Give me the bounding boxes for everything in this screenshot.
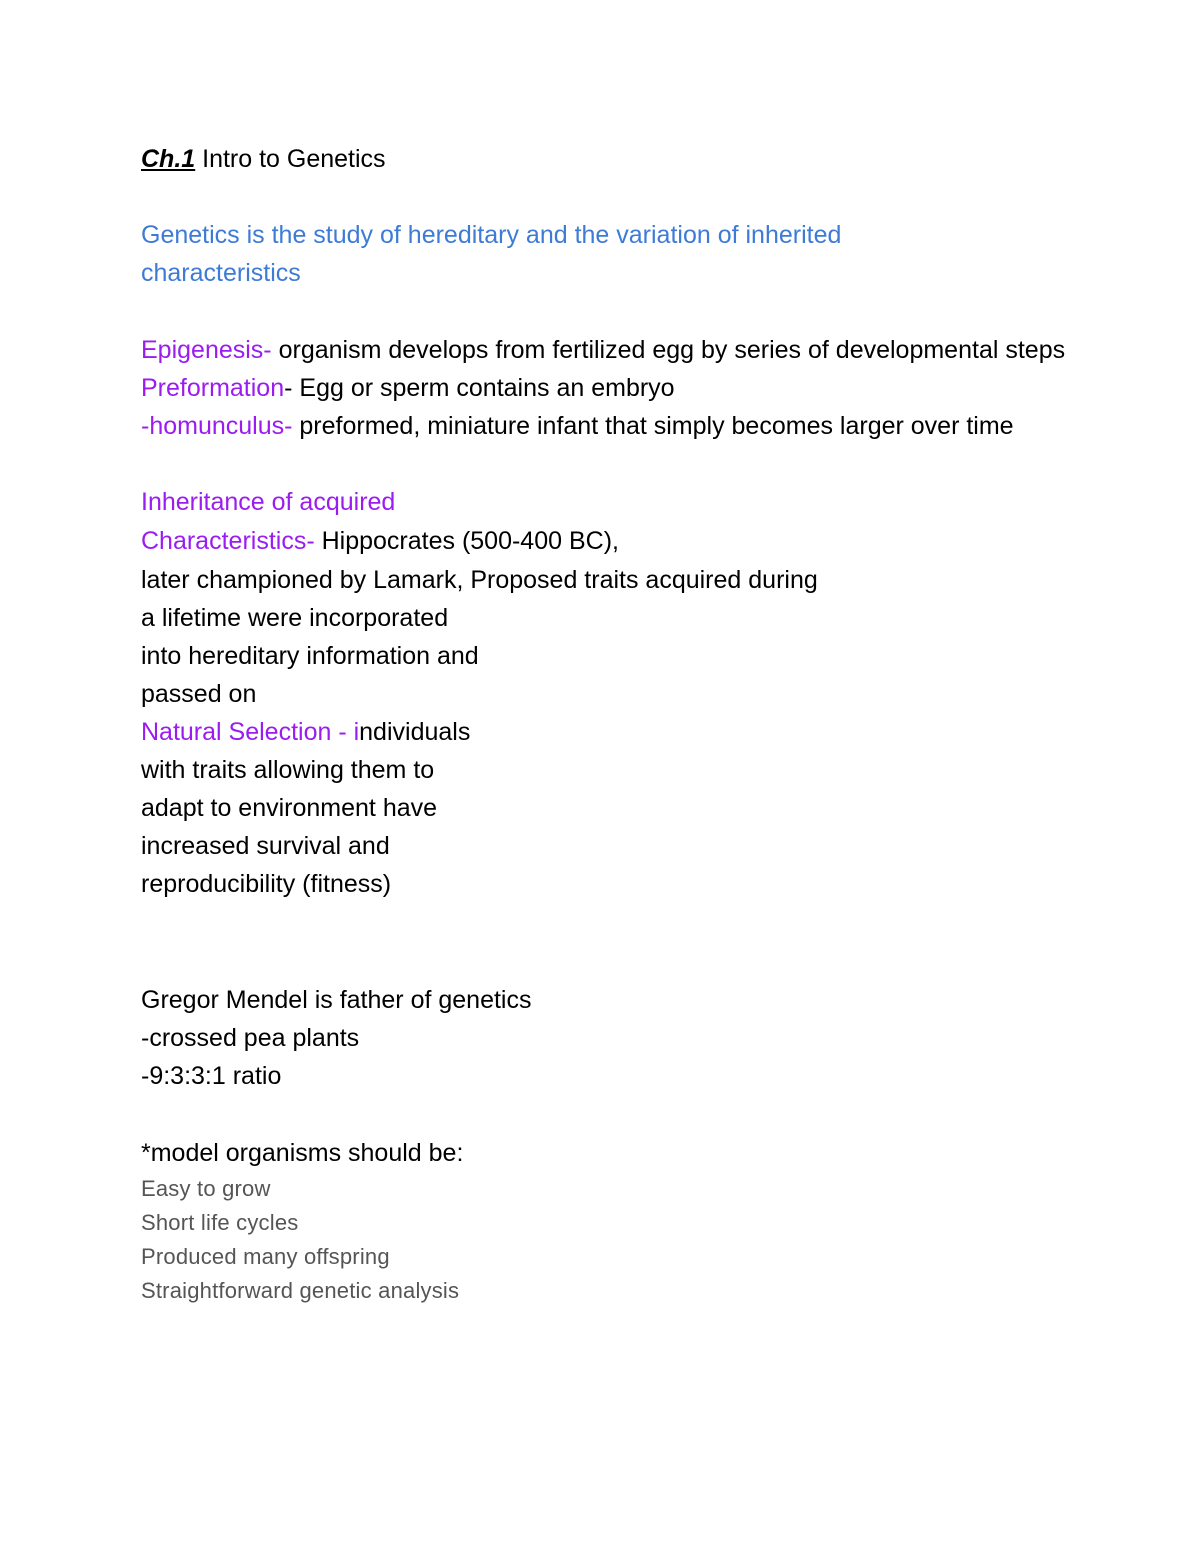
chapter-title (141, 144, 386, 174)
natural-selection-entry (141, 717, 470, 747)
homunculus-term: -homunculus- (141, 412, 293, 440)
natural-selection-line: increased survival and (141, 832, 390, 860)
model-organisms-heading: *model organisms should be: (141, 1139, 464, 1167)
inheritance-line: later championed by Lamark, Proposed traits acquired during (141, 566, 818, 594)
inheritance-line: passed on (141, 680, 257, 708)
mendel-line: -crossed pea plants (141, 1024, 360, 1052)
inheritance-term: Characteristics- (141, 527, 315, 555)
inheritance-line: a lifetime were incorporated (141, 604, 449, 632)
preformation-entry (141, 373, 675, 403)
homunculus-entry (141, 411, 1014, 441)
natural-selection-line: reproducibility (fitness) (141, 870, 392, 898)
mendel-line: Gregor Mendel is father of genetics (141, 986, 532, 1014)
chapter-title-text: Intro to Genetics (195, 145, 386, 173)
epigenesis-description: organism develops from fertilized egg by series of developmental steps (271, 336, 1066, 364)
inheritance-line: into hereditary information and (141, 642, 479, 670)
model-organisms-item: Produced many offspring (141, 1244, 390, 1269)
epigenesis-entry (141, 335, 1065, 365)
genetics-definition-line-1: Genetics is the study of hereditary and the variation of inherited (141, 221, 842, 249)
model-organisms-item: Straightforward genetic analysis (141, 1278, 460, 1303)
model-organisms-item: Easy to grow (141, 1176, 271, 1201)
preformation-description: - Egg or sperm contains an embryo (284, 374, 675, 402)
mendel-line: -9:3:3:1 ratio (141, 1062, 282, 1090)
preformation-term: Preformation (141, 374, 285, 402)
inheritance-heading: Inheritance of acquired (141, 488, 396, 516)
inheritance-entry (141, 526, 619, 556)
model-organisms-item: Short life cycles (141, 1210, 299, 1235)
chapter-number: Ch.1 (141, 145, 196, 173)
natural-selection-description: ndividuals (359, 718, 471, 746)
natural-selection-term: Natural Selection - i (141, 718, 360, 746)
natural-selection-line: adapt to environment have (141, 794, 438, 822)
epigenesis-term: Epigenesis- (141, 336, 272, 364)
homunculus-description: preformed, miniature infant that simply becomes larger over time (292, 412, 1014, 440)
natural-selection-line: with traits allowing them to (141, 756, 435, 784)
genetics-definition-line-2: characteristics (141, 259, 301, 287)
inheritance-description: Hippocrates (500-400 BC), (314, 527, 619, 555)
